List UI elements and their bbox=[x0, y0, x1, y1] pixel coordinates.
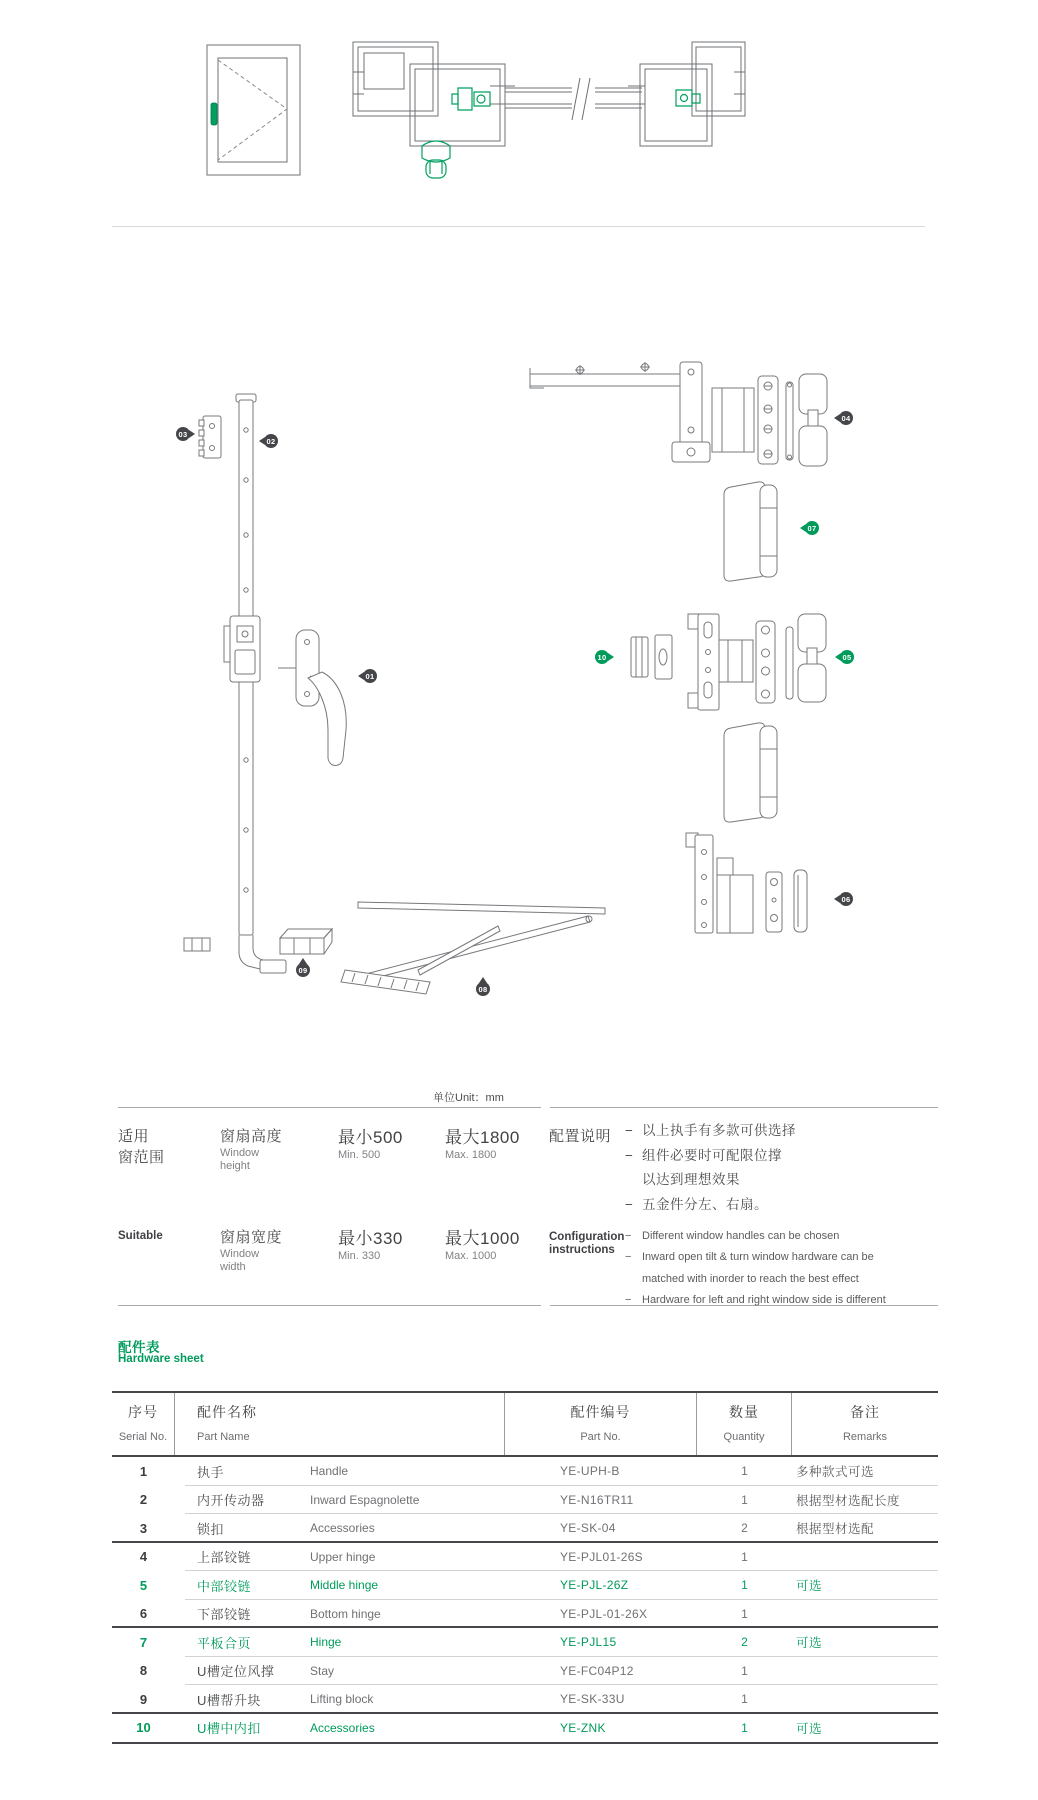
part-badge-03: 03 bbox=[176, 427, 190, 441]
config-bullet: − 五金件分左、右扇。 bbox=[625, 1196, 768, 1212]
cell-serial-no: 8 bbox=[139, 1663, 148, 1679]
cell-part-name-en: Upper hinge bbox=[310, 1549, 376, 1564]
config-bullet: − Hardware for left and right window side is different bbox=[625, 1294, 886, 1307]
cell-part-name-zh: U槽中内扣 bbox=[197, 1721, 261, 1737]
top-divider bbox=[112, 226, 925, 227]
cell-part-name-zh: 下部铰链 bbox=[197, 1607, 252, 1623]
spec-height-en1: Window bbox=[220, 1147, 260, 1159]
cell-part-name-zh: U槽定位风撑 bbox=[197, 1664, 275, 1680]
spec-height-zh: 窗扇高度 bbox=[220, 1128, 283, 1145]
spec-width-en2: width bbox=[220, 1261, 246, 1273]
spec-label-zh-2: 窗范围 bbox=[118, 1149, 165, 1166]
table-row bbox=[112, 1600, 938, 1629]
unit-note: 单位Unit：mm bbox=[433, 1092, 504, 1104]
cell-part-name-en: Middle hinge bbox=[310, 1578, 379, 1593]
cell-part-name-zh: 锁扣 bbox=[197, 1521, 225, 1537]
table-row bbox=[112, 1457, 938, 1486]
cell-quantity: 2 bbox=[741, 1521, 748, 1536]
hardware-sheet-table bbox=[112, 1391, 938, 1744]
cell-quantity: 1 bbox=[741, 1720, 748, 1735]
config-list-en bbox=[625, 1226, 938, 1312]
part-badge-08: 08 bbox=[476, 982, 490, 996]
config-bullet: − 以上执手有多款可供选择 bbox=[625, 1123, 796, 1138]
table-row bbox=[112, 1543, 938, 1572]
spec-rule-top-right bbox=[550, 1107, 938, 1108]
table-row bbox=[112, 1714, 938, 1743]
cell-remarks: 可选 bbox=[796, 1636, 823, 1651]
table-row bbox=[112, 1514, 938, 1543]
table-row bbox=[112, 1685, 938, 1714]
cell-remarks: 可选 bbox=[796, 1579, 823, 1594]
hardware-sheet-title-zh: 配件表 bbox=[118, 1340, 160, 1355]
cell-part-name-en: Lifting block bbox=[310, 1692, 374, 1707]
cell-part-no: YE-PJL15 bbox=[560, 1635, 617, 1650]
cell-serial-no: 2 bbox=[139, 1492, 148, 1508]
cell-part-name-en: Accessories bbox=[310, 1720, 375, 1735]
cell-quantity: 1 bbox=[741, 1692, 748, 1707]
window-elevation-drawing bbox=[205, 40, 305, 180]
cell-serial-no: 5 bbox=[139, 1577, 148, 1593]
spec-label-en: Suitable bbox=[118, 1230, 163, 1242]
spec-height-min-zh: 最小500 bbox=[338, 1128, 403, 1147]
cell-part-name-zh: 执手 bbox=[197, 1464, 225, 1480]
config-bullet: 以达到理想效果 bbox=[642, 1172, 740, 1187]
cell-quantity: 1 bbox=[741, 1464, 748, 1479]
cell-part-no: YE-SK-33U bbox=[560, 1692, 625, 1707]
hardware-table-body bbox=[112, 1457, 938, 1742]
header-serial-no: 序号 Serial No. bbox=[112, 1393, 175, 1455]
cross-section-drawing bbox=[340, 28, 760, 186]
config-title-en-1: Configuration bbox=[549, 1231, 625, 1243]
config-bullet: matched with inorder to reach the best effect bbox=[642, 1272, 859, 1285]
cell-serial-no: 3 bbox=[139, 1520, 148, 1536]
cell-quantity: 1 bbox=[741, 1492, 748, 1507]
config-title-zh: 配置说明 bbox=[549, 1128, 612, 1145]
hardware-sheet-title-en: Hardware sheet bbox=[118, 1353, 204, 1365]
cell-part-no: YE-PJL-01-26X bbox=[560, 1606, 648, 1621]
config-bullet: − Different window handles can be chosen bbox=[625, 1230, 840, 1242]
part-badge-07: 07 bbox=[805, 521, 819, 535]
cell-remarks: 多种款式可选 bbox=[796, 1465, 875, 1480]
cell-part-name-en: Accessories bbox=[310, 1521, 375, 1536]
header-quantity: 数量 Quantity bbox=[697, 1393, 792, 1455]
cell-part-no: YE-N16TR11 bbox=[560, 1492, 634, 1507]
spec-width-en1: Window bbox=[220, 1248, 260, 1260]
spec-rule-top-left bbox=[118, 1107, 541, 1108]
table-row bbox=[112, 1628, 938, 1657]
part-badge-06: 06 bbox=[839, 892, 853, 906]
cell-part-name-zh: U槽帮升块 bbox=[197, 1692, 261, 1708]
cell-serial-no: 6 bbox=[139, 1606, 148, 1622]
part-badge-04: 04 bbox=[839, 411, 853, 425]
window-handle-glyph bbox=[211, 103, 217, 125]
header-part-no: 配件编号 Part No. bbox=[505, 1393, 697, 1455]
table-row bbox=[112, 1571, 938, 1600]
cell-serial-no: 9 bbox=[139, 1691, 148, 1707]
cell-part-no: YE-PJL01-26S bbox=[560, 1549, 643, 1564]
part-badge-01: 01 bbox=[363, 669, 377, 683]
cell-quantity: 1 bbox=[741, 1606, 748, 1621]
spec-width-max-en: Max. 1000 bbox=[445, 1250, 497, 1262]
cell-part-name-en: Bottom hinge bbox=[310, 1606, 381, 1621]
cell-serial-no: 10 bbox=[136, 1720, 151, 1736]
spec-height-en2: height bbox=[220, 1160, 250, 1172]
cell-serial-no: 7 bbox=[139, 1634, 148, 1650]
part-badge-09: 09 bbox=[296, 963, 310, 977]
spec-rule-bottom-left bbox=[118, 1305, 541, 1306]
spec-height-min-en: Min. 500 bbox=[338, 1149, 381, 1161]
cell-part-name-en: Handle bbox=[310, 1464, 349, 1479]
cell-part-name-en: Stay bbox=[310, 1663, 335, 1678]
cell-part-no: YE-UPH-B bbox=[560, 1464, 620, 1479]
part-badge-05: 05 bbox=[840, 650, 854, 664]
header-remarks: 备注 Remarks bbox=[842, 1404, 887, 1443]
cell-serial-no: 1 bbox=[139, 1463, 148, 1479]
config-bullet: − 组件必要时可配限位撑 bbox=[625, 1147, 782, 1163]
cell-remarks: 根据型材选配 bbox=[796, 1522, 875, 1537]
cell-serial-no: 4 bbox=[139, 1549, 148, 1565]
spec-width-zh: 窗扇宽度 bbox=[220, 1229, 283, 1246]
cell-part-no: YE-SK-04 bbox=[560, 1521, 616, 1536]
config-bullet: − Inward open tilt & turn window hardware can be bbox=[625, 1251, 874, 1264]
cell-part-name-en: Hinge bbox=[310, 1635, 342, 1650]
part-badge-02: 02 bbox=[264, 434, 278, 448]
table-row bbox=[112, 1486, 938, 1515]
config-title-en-2: instructions bbox=[549, 1244, 615, 1256]
cell-quantity: 1 bbox=[741, 1549, 748, 1564]
cell-part-name-en: Inward Espagnolette bbox=[310, 1492, 420, 1507]
cell-quantity: 2 bbox=[741, 1635, 748, 1650]
cell-part-name-zh: 平板合页 bbox=[197, 1635, 252, 1651]
spec-height-max-zh: 最大1800 bbox=[445, 1128, 520, 1147]
cell-part-no: YE-FC04P12 bbox=[560, 1663, 634, 1678]
table-row bbox=[112, 1657, 938, 1686]
spec-width-max-zh: 最大1000 bbox=[445, 1229, 520, 1248]
spec-width-min-zh: 最小330 bbox=[338, 1229, 403, 1248]
spec-height-max-en: Max. 1800 bbox=[445, 1149, 497, 1161]
cell-part-name-zh: 上部铰链 bbox=[197, 1550, 252, 1566]
cell-quantity: 1 bbox=[741, 1578, 748, 1593]
spec-label-zh-1: 适用 bbox=[118, 1128, 150, 1145]
cell-part-no: YE-ZNK bbox=[560, 1720, 606, 1735]
cell-part-name-zh: 内开传动器 bbox=[197, 1493, 265, 1509]
config-list-zh bbox=[625, 1119, 925, 1217]
cell-quantity: 1 bbox=[741, 1663, 748, 1678]
spec-width-min-en: Min. 330 bbox=[338, 1250, 381, 1262]
cell-remarks: 根据型材选配长度 bbox=[796, 1493, 901, 1508]
cell-remarks: 可选 bbox=[796, 1721, 823, 1736]
cell-part-no: YE-PJL-26Z bbox=[560, 1578, 629, 1593]
hardware-table-header bbox=[112, 1393, 938, 1457]
cell-part-name-zh: 中部铰链 bbox=[197, 1578, 252, 1594]
header-part-name: 配件名称 Part Name bbox=[175, 1393, 505, 1455]
part-badge-10: 10 bbox=[595, 650, 609, 664]
